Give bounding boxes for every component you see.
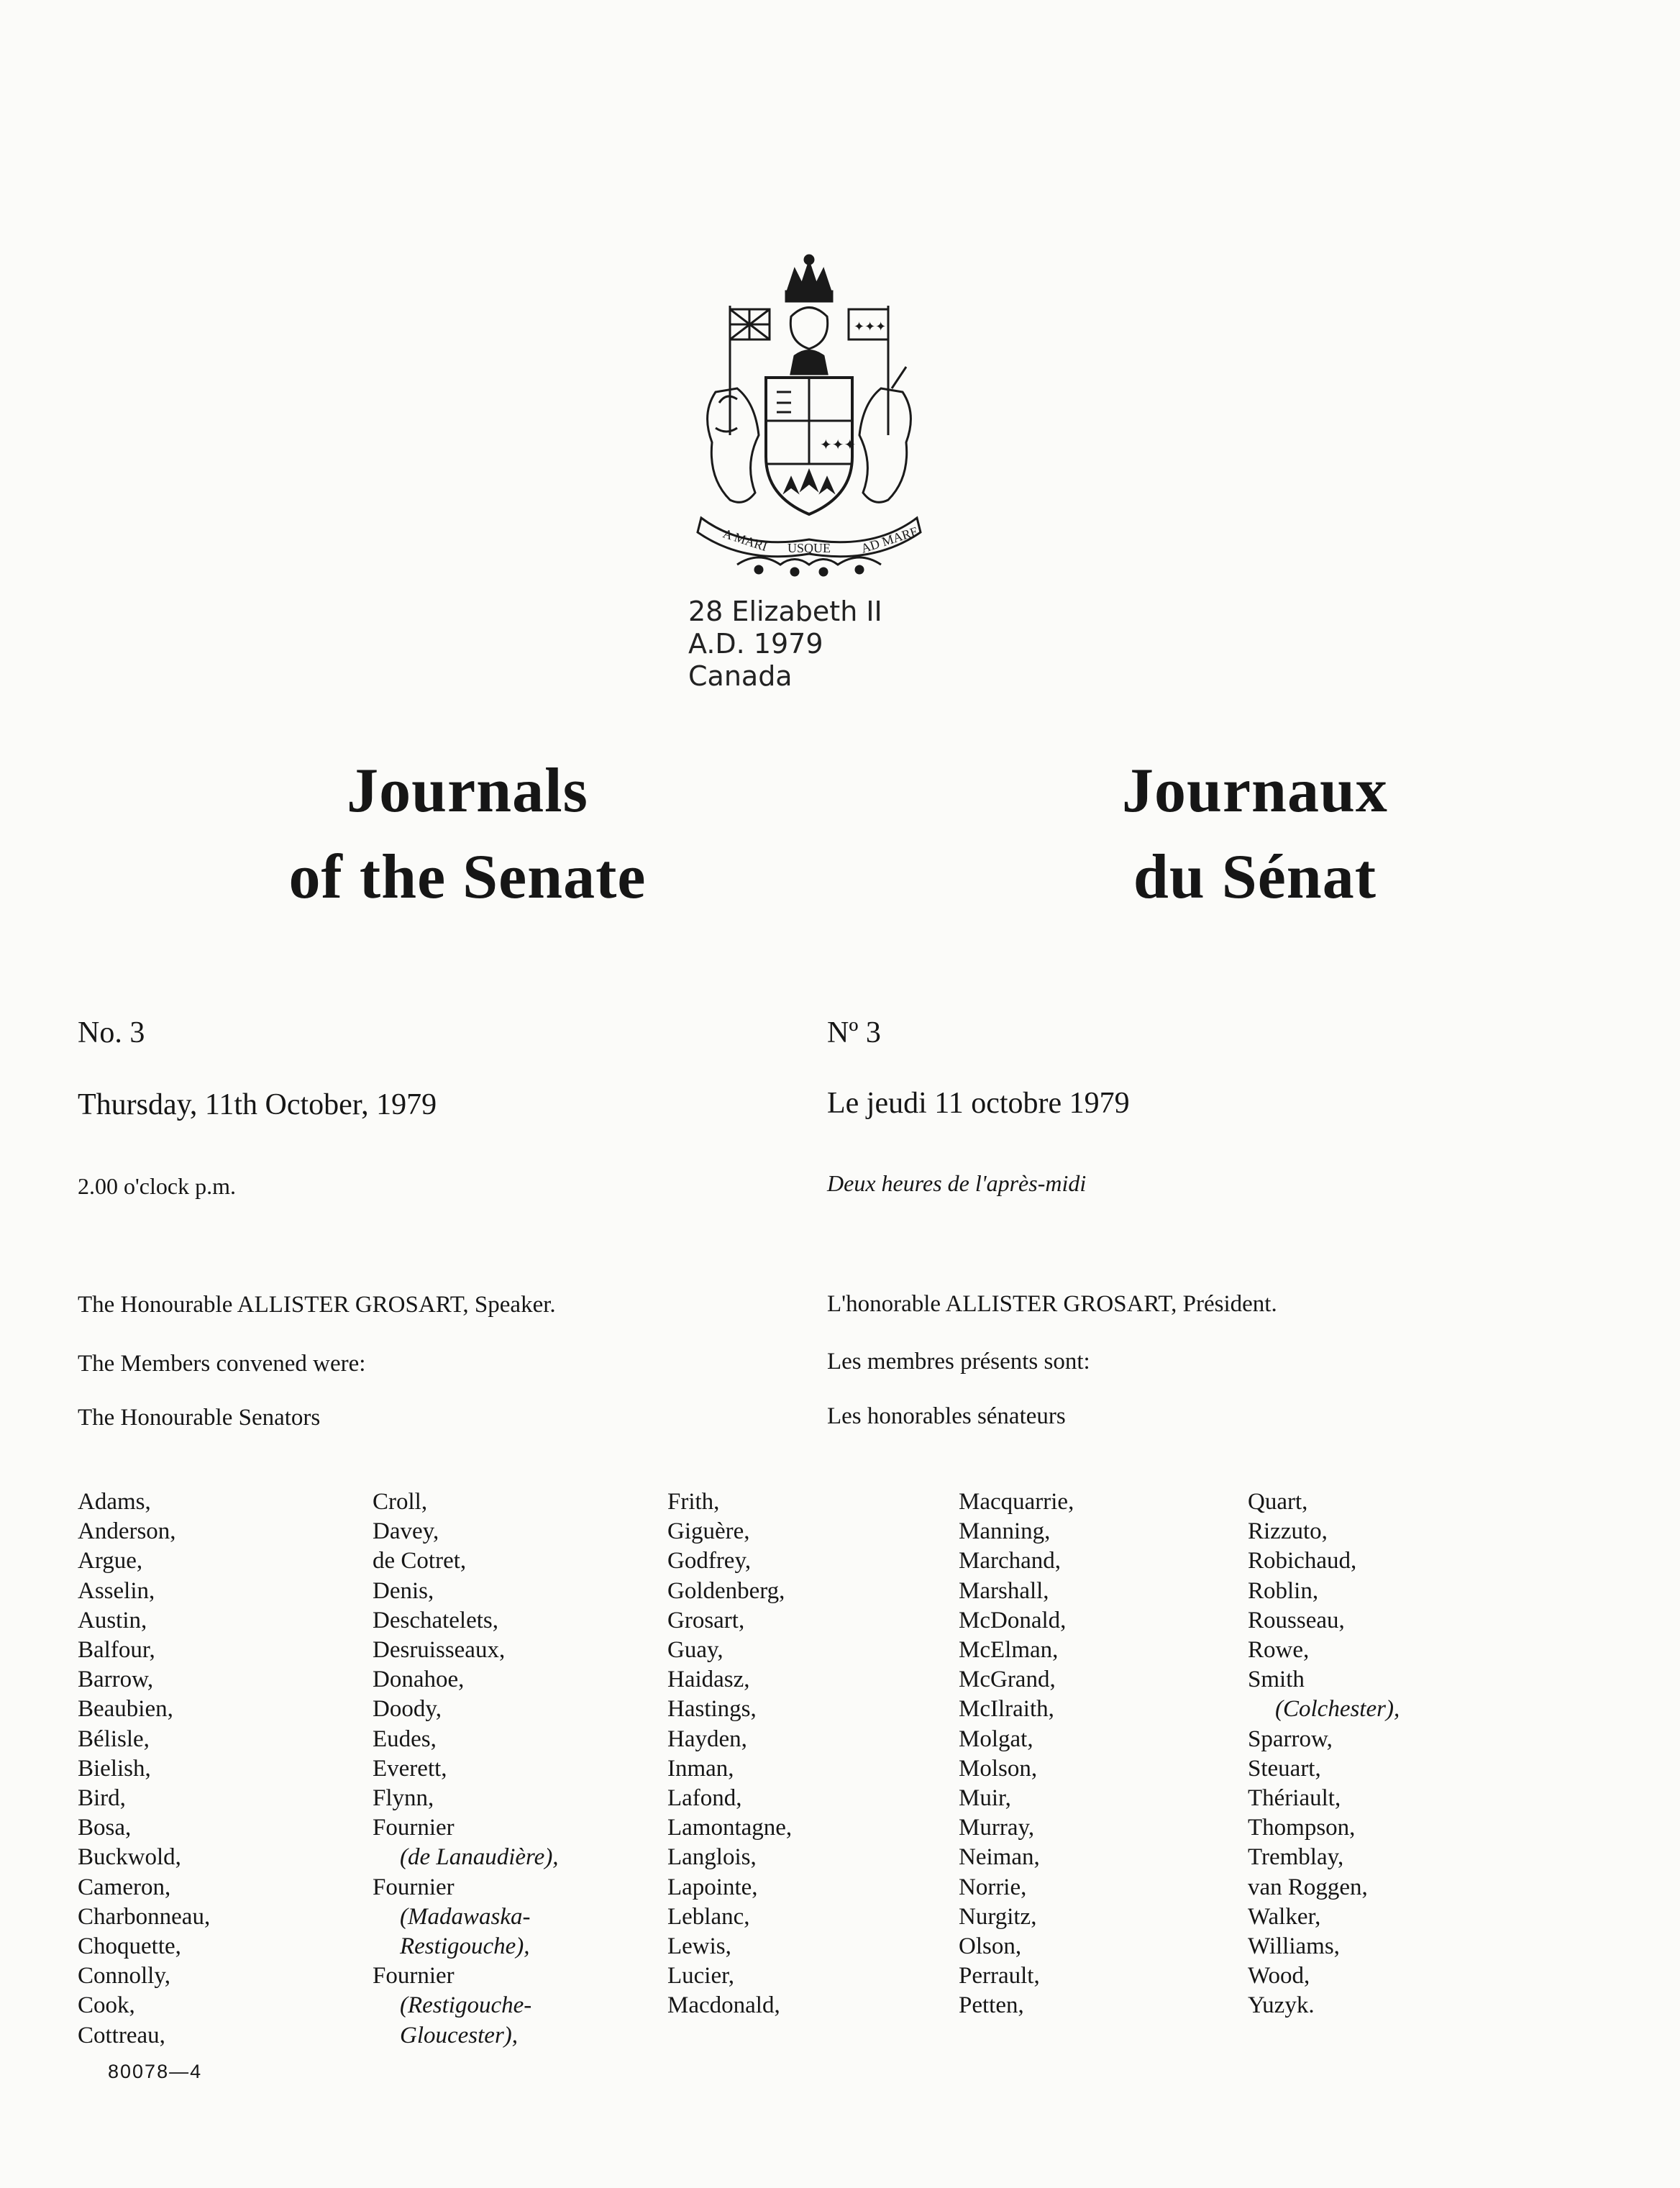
senator-name: van Roggen, — [1248, 1874, 1368, 1900]
motto-right-text: AD MARE — [859, 524, 921, 556]
senator-name: Lapointe, — [667, 1874, 758, 1900]
senator-name: Marshall, — [959, 1577, 1049, 1604]
senator-name: Fournier — [373, 1874, 455, 1900]
senator-name: Giguère, — [667, 1518, 750, 1545]
senator-name: Connolly, — [78, 1963, 170, 1989]
senator-division: (de Lanaudière), — [400, 1844, 559, 1871]
senator-name: Macdonald, — [667, 1992, 780, 2019]
senator-name: Williams, — [1248, 1933, 1340, 1960]
senator-name: Rizzuto, — [1248, 1518, 1328, 1545]
senator-name: Lewis, — [667, 1933, 731, 1960]
senator-division: Gloucester), — [400, 2022, 519, 2048]
senator-name: Godfrey, — [667, 1548, 752, 1574]
senator-name: Steuart, — [1248, 1755, 1321, 1782]
senator-name: Manning, — [959, 1518, 1051, 1545]
country: Canada — [688, 660, 793, 692]
senator-name: Donahoe, — [373, 1667, 465, 1693]
title-french — [996, 748, 1514, 921]
senator-name: Austin, — [78, 1607, 147, 1633]
senator-name: Langlois, — [667, 1844, 757, 1871]
senator-name: Thériault, — [1248, 1785, 1341, 1812]
senator-list-col4 — [959, 1487, 1074, 2021]
anno-domini: A.D. 1979 — [688, 628, 823, 660]
senator-name: Deschatelets, — [373, 1607, 499, 1633]
svg-text:✦✦✦: ✦✦✦ — [820, 437, 857, 453]
senator-name: Inman, — [667, 1755, 734, 1782]
senator-name: Lafond, — [667, 1785, 742, 1812]
senator-name: Molgat, — [959, 1726, 1033, 1752]
senator-name: McElman, — [959, 1637, 1059, 1664]
senator-name: Eudes, — [373, 1726, 437, 1752]
senator-name: Fournier — [373, 1815, 455, 1841]
svg-text:✦✦✦: ✦✦✦ — [854, 319, 887, 334]
members-convened-en: The Members convened were: — [78, 1351, 366, 1377]
senator-list-col1 — [78, 1487, 210, 2051]
motto-left-text: A MARI — [721, 526, 770, 555]
senator-name: Cottreau, — [78, 2022, 165, 2048]
senator-name: Grosart, — [667, 1607, 745, 1633]
senator-name: Haidasz, — [667, 1667, 750, 1693]
senator-name: Goldenberg, — [667, 1577, 785, 1604]
title-fr-line2: du Sénat — [1133, 842, 1377, 912]
speaker-fr: L'honorable ALLISTER GROSART, Président. — [827, 1291, 1277, 1317]
senator-list-col3 — [667, 1487, 792, 2021]
title-en-line1: Journals — [347, 756, 588, 826]
issue-number-fr: Nº 3 — [827, 1016, 881, 1049]
senator-name: Frith, — [667, 1489, 720, 1515]
regnal-date-block — [688, 596, 882, 693]
print-code: 80078—4 — [108, 2061, 203, 2082]
title-english — [201, 748, 734, 921]
title-en-line2: of the Senate — [288, 842, 647, 912]
senator-name: Everett, — [373, 1755, 447, 1782]
sitting-date-en: Thursday, 11th October, 1979 — [78, 1088, 437, 1121]
senator-name: Muir, — [959, 1785, 1011, 1812]
senator-name: Hastings, — [667, 1696, 757, 1723]
senator-name: Murray, — [959, 1815, 1035, 1841]
senator-name: Yuzyk. — [1248, 1992, 1315, 2019]
senator-name: Choquette, — [78, 1933, 181, 1960]
senator-name: Flynn, — [373, 1785, 434, 1812]
senator-name: Olson, — [959, 1933, 1022, 1960]
senator-name: Denis, — [373, 1577, 434, 1604]
senator-name: Doody, — [373, 1696, 442, 1723]
senator-name: Sparrow, — [1248, 1726, 1333, 1752]
senator-name: Balfour, — [78, 1637, 155, 1664]
senator-name: Asselin, — [78, 1577, 155, 1604]
senator-name: Adams, — [78, 1489, 151, 1515]
senator-name: Desruisseaux, — [373, 1637, 506, 1664]
senator-name: Croll, — [373, 1489, 428, 1515]
title-fr-line1: Journaux — [1122, 756, 1388, 826]
senator-name: Barrow, — [78, 1667, 154, 1693]
senator-name: Roblin, — [1248, 1577, 1319, 1604]
senator-name: Rowe, — [1248, 1637, 1310, 1664]
senator-name: McDonald, — [959, 1607, 1067, 1633]
senator-division: Restigouche), — [400, 1933, 530, 1960]
issue-number-en: No. 3 — [78, 1016, 145, 1049]
senator-name: Molson, — [959, 1755, 1038, 1782]
senator-name: Cook, — [78, 1992, 135, 2019]
senator-division: (Madawaska- — [400, 1903, 531, 1930]
senator-name: Bielish, — [78, 1755, 151, 1782]
motto-center-text: USQUE — [788, 541, 831, 555]
royal-coat-of-arms-emblem — [687, 248, 931, 583]
senator-name: Macquarrie, — [959, 1489, 1074, 1515]
senator-name: Perrault, — [959, 1963, 1040, 1989]
senators-heading-en: The Honourable Senators — [78, 1405, 321, 1431]
senator-name: Petten, — [959, 1992, 1024, 2019]
senator-list-col2 — [373, 1487, 559, 2051]
senator-name: Bird, — [78, 1785, 126, 1812]
senator-name: Walker, — [1248, 1903, 1321, 1930]
senator-division: (Colchester), — [1275, 1696, 1400, 1723]
senator-name: Argue, — [78, 1548, 143, 1574]
senator-name: Tremblay, — [1248, 1844, 1344, 1871]
senator-name: Anderson, — [78, 1518, 176, 1545]
senator-list-col5 — [1248, 1487, 1400, 2021]
senator-name: Smith — [1248, 1667, 1305, 1693]
senator-name: Nurgitz, — [959, 1903, 1037, 1930]
senator-name: Buckwold, — [78, 1844, 181, 1871]
regnal-year: 28 Elizabeth II — [688, 596, 882, 627]
senator-name: de Cotret, — [373, 1548, 467, 1574]
senator-name: Lucier, — [667, 1963, 735, 1989]
members-convened-fr: Les membres présents sont: — [827, 1349, 1090, 1375]
senator-name: Bosa, — [78, 1815, 132, 1841]
senator-name: Davey, — [373, 1518, 439, 1545]
senator-division: (Restigouche- — [400, 1992, 532, 2019]
senator-name: Neiman, — [959, 1844, 1040, 1871]
senator-name: Rousseau, — [1248, 1607, 1345, 1633]
senator-name: McIlraith, — [959, 1696, 1054, 1723]
sitting-time-fr: Deux heures de l'après-midi — [827, 1170, 1087, 1196]
senator-name: Cameron, — [78, 1874, 171, 1900]
senator-name: Marchand, — [959, 1548, 1062, 1574]
senator-name: Leblanc, — [667, 1903, 750, 1930]
senator-name: Beaubien, — [78, 1696, 173, 1723]
sitting-date-fr: Le jeudi 11 octobre 1979 — [827, 1087, 1130, 1120]
senator-name: Norrie, — [959, 1874, 1027, 1900]
senator-name: McGrand, — [959, 1667, 1056, 1693]
sitting-time-en: 2.00 o'clock p.m. — [78, 1173, 236, 1199]
senator-name: Guay, — [667, 1637, 723, 1664]
senator-name: Wood, — [1248, 1963, 1310, 1989]
senator-name: Hayden, — [667, 1726, 747, 1752]
senator-name: Fournier — [373, 1963, 455, 1989]
senator-name: Lamontagne, — [667, 1815, 793, 1841]
speaker-en: The Honourable ALLISTER GROSART, Speaker. — [78, 1292, 556, 1318]
senator-name: Quart, — [1248, 1489, 1308, 1515]
senator-name: Thompson, — [1248, 1815, 1356, 1841]
senator-name: Charbonneau, — [78, 1903, 211, 1930]
senators-heading-fr: Les honorables sénateurs — [827, 1403, 1066, 1429]
senator-name: Robichaud, — [1248, 1548, 1357, 1574]
senator-name: Bélisle, — [78, 1726, 150, 1752]
